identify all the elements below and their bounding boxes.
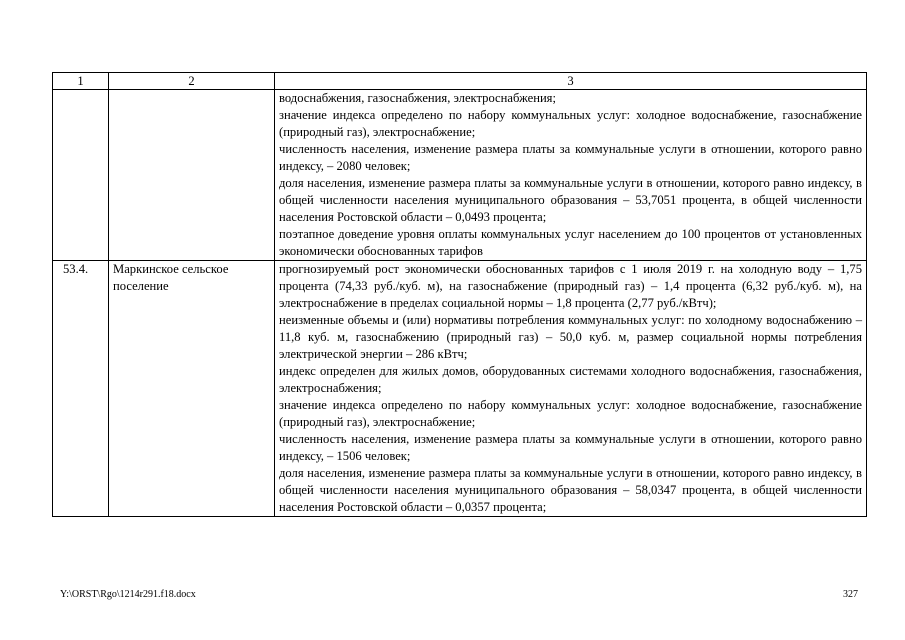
detail-paragraph: прогнозируемый рост экономически обоснованных тарифов с 1 июля 2019 г. на холодную воду – 1,75 процента (74,33 руб./куб. м), на газоснабжение (природный газ) – 1,4 процента (6,32 руб./куб. м), на электроснабжение в пределах социальной нормы – 1,8 процента (2,77 руб./кВтч); — [279, 262, 862, 310]
detail-paragraph: численность населения, изменение размера платы за коммунальные услуги в отношении, которого равно индексу, – 2080 человек; — [279, 142, 862, 173]
detail-paragraph: численность населения, изменение размера платы за коммунальные услуги в отношении, которого равно индексу, – 1506 человек; — [279, 432, 862, 463]
detail-paragraph: водоснабжения, газоснабжения, электроснабжения; — [279, 91, 556, 105]
header-col-3: 3 — [275, 73, 867, 90]
footer-page-number: 327 — [843, 589, 858, 600]
table-row — [53, 90, 867, 261]
row-number: 53.4. — [53, 261, 109, 517]
detail-paragraph: индекс определен для жилых домов, оборудованных системами холодного водоснабжения, газоснабжения, электроснабжения; — [279, 364, 862, 395]
header-row — [53, 73, 867, 90]
footer-file-path: Y:\ORST\Rgo\1214r291.f18.docx — [60, 589, 196, 600]
row-settlement-name: Маркинское сельское поселение — [109, 261, 275, 517]
detail-paragraph: поэтапное доведение уровня оплаты коммунальных услуг населением до 100 процентов от установленных экономически обоснованных тарифов — [279, 227, 862, 258]
detail-paragraph: неизменные объемы и (или) нормативы потребления коммунальных услуг: по холодному водоснабжению – 11,8 куб. м, газоснабжению (природный газ) – 50,0 куб. м, размер социальной нормы потребления электрической энергии – 286 кВтч; — [279, 313, 862, 361]
row-details — [275, 90, 867, 261]
detail-paragraph: доля населения, изменение размера платы за коммунальные услуги в отношении, которого равно индексу, в общей численности населения муниципального образования – 58,0347 процента, в общей численности населения Ростовской области – 0,0357 процента; — [279, 466, 862, 514]
row-details — [275, 261, 867, 517]
row-settlement-name — [109, 90, 275, 261]
row-number — [53, 90, 109, 261]
detail-paragraph: доля населения, изменение размера платы за коммунальные услуги в отношении, которого равно индексу, в общей численности населения муниципального образования – 53,7051 процента, в общей численности населения Ростовской области – 0,0493 процента; — [279, 176, 862, 224]
detail-paragraph: значение индекса определено по набору коммунальных услуг: холодное водоснабжение, газоснабжение (природный газ), электроснабжение; — [279, 398, 862, 429]
tariff-table — [52, 72, 867, 517]
table-row — [53, 261, 867, 517]
detail-paragraph: значение индекса определено по набору коммунальных услуг: холодное водоснабжение, газоснабжение (природный газ), электроснабжение; — [279, 108, 862, 139]
header-col-1: 1 — [53, 73, 109, 90]
header-col-2: 2 — [109, 73, 275, 90]
